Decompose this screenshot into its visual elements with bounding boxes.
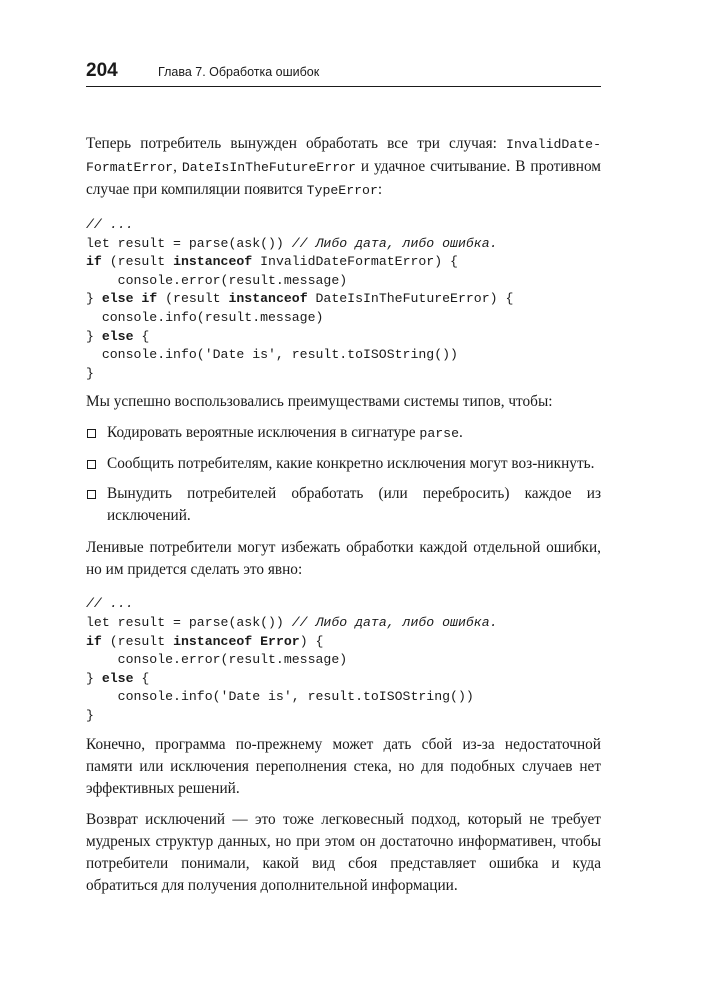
inline-code: DateIsInTheFutureError [181,160,356,175]
header-rule [86,86,601,87]
list-item [86,483,601,527]
code-text: (result [101,633,174,649]
list-item-text: Вынудить потребителей обработать (или перебросить) каждое из исключений. [107,485,601,525]
code-comment: // Либо дата, либо ошибка. [291,235,498,251]
list-item [86,453,601,475]
code-keyword: else [101,670,134,686]
code-text: } [86,670,102,686]
code-keyword: Error [260,633,300,649]
checkbox-bullet-icon [87,490,96,499]
code-text: } [86,707,94,723]
code-text: { [133,328,150,344]
page-number: 204 [86,60,118,81]
code-text: InvalidDateFormatError) { [252,254,458,270]
intro-text: : [377,181,383,198]
code-text: let result = parse(ask()) [86,614,292,630]
list-item-text: . [459,424,463,442]
inline-code: parse [419,426,459,442]
inline-code: InvalidDate-FormatError [86,137,601,175]
code-text: console.info(result.message) [86,309,324,325]
code-text: (result [101,254,174,270]
code-text: console.info('Date is', result.toISOString()) [86,347,458,363]
code-text: console.info('Date is', result.toISOString()) [86,689,474,705]
code-text: let result = parse(ask()) [86,235,292,251]
code-text: console.error(result.message) [86,652,348,668]
code-text: { [133,670,150,686]
code-keyword: instanceof [228,291,308,307]
lead-in-paragraph: Мы успешно воспользовались преимуществами системы типов, чтобы: [86,393,553,411]
code-block [86,216,601,383]
code-block [86,595,601,725]
chapter-title: Глава 7. Обработка ошибок [158,65,320,79]
code-keyword: else [101,328,134,344]
code-keyword: if [86,633,102,649]
code-keyword: if [86,254,102,270]
inline-code: TypeError [306,183,378,198]
bullet-list [86,422,601,527]
summary-paragraph: Возврат исключений — это тоже легковесный подход, который не требует мудреных структур данных, но при этом он достаточно информативен, чтобы потребители понимали, какой вид сбоя представляет ошибка и куда обратиться для получения дополнительной информации. [86,810,601,894]
code-keyword: else if [101,291,158,307]
memory-paragraph: Конечно, программа по-прежнему может дать сбой из-за недостаточной памяти или исключения переполнения стека, но для подобных случаев нет эффективных решений. [86,735,601,797]
code-text: } [86,291,102,307]
code-comment: // ... [86,217,134,232]
list-item-text: Сообщить потребителям, какие конкретно исключения могут воз-никнуть. [107,455,595,473]
code-text: console.error(result.message) [86,272,348,288]
intro-text: и удачное считывание. В противном случае при компиляции появится [86,158,601,198]
lazy-paragraph: Ленивые потребители могут избежать обработки каждой отдельной ошибки, но им придется сделать это явно: [86,539,601,579]
code-keyword: instanceof [173,633,253,649]
code-text: } [86,328,102,344]
code-comment: // Либо дата, либо ошибка. [291,614,498,630]
intro-paragraph [86,133,601,202]
intro-text: Теперь потребитель вынужден обработать все три случая: [86,135,507,152]
code-text [252,634,260,649]
list-item-text: Кодировать вероятные исключения в сигнатуре [107,424,420,442]
page-header [86,60,601,88]
checkbox-bullet-icon [87,429,96,438]
page-body [86,133,601,906]
code-text: DateIsInTheFutureError) { [307,291,514,307]
code-text: } [86,365,94,381]
code-keyword: instanceof [173,254,253,270]
checkbox-bullet-icon [87,460,96,469]
intro-text: , [173,158,182,175]
code-text: ) { [299,633,324,649]
code-comment: // ... [86,596,134,612]
list-item [86,422,601,445]
code-text: (result [157,291,229,307]
